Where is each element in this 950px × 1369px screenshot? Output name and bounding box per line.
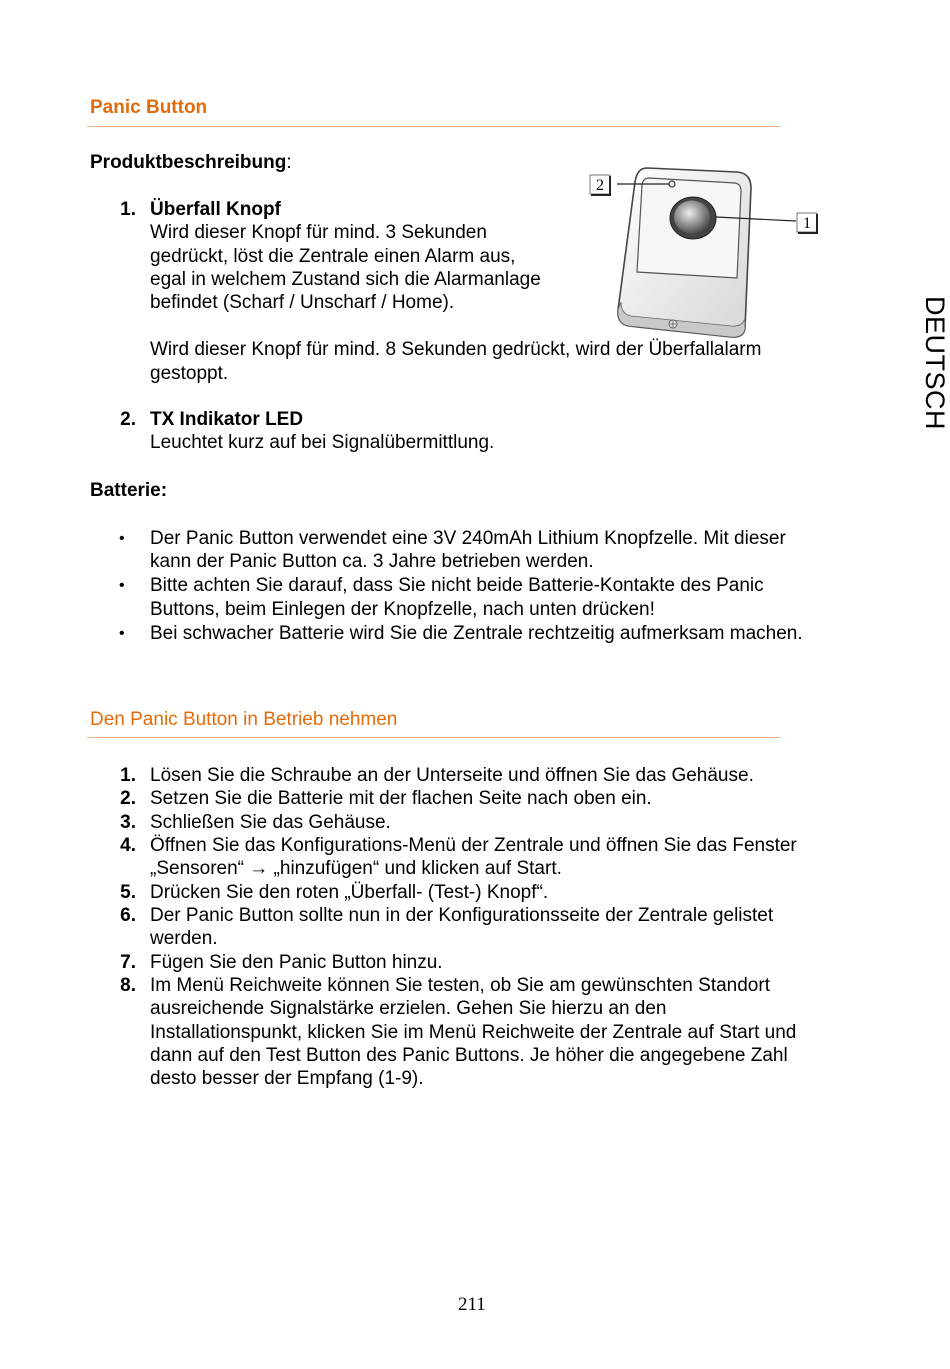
product-description-heading-text: Produktbeschreibung bbox=[90, 152, 287, 173]
item-1-title: Überfall Knopf bbox=[150, 199, 281, 220]
item-1-number: 1. bbox=[120, 199, 136, 220]
item-1-line-2: gedrückt, löst die Zentrale einen Alarm aus, bbox=[150, 246, 516, 267]
step-3-line-1: Schließen Sie das Gehäuse. bbox=[150, 812, 391, 833]
page-number: 211 bbox=[458, 1294, 486, 1315]
step-6-line-2: werden. bbox=[150, 928, 218, 949]
item-2-title: TX Indikator LED bbox=[150, 409, 304, 430]
item-1-line-3: egal in welchem Zustand sich die Alarmanlage bbox=[150, 269, 541, 290]
step-5-number: 5. bbox=[120, 882, 136, 903]
product-description-heading bbox=[90, 151, 292, 174]
battery-bullet-3-marker: • bbox=[119, 625, 125, 642]
step-2-line-1: Setzen Sie die Batterie mit der flachen Seite nach oben ein. bbox=[150, 788, 652, 809]
product-description-heading-colon: : bbox=[286, 152, 292, 173]
battery-bullet-2-line-1: Bitte achten Sie darauf, dass Sie nicht beide Batterie-Kontakte des Panic bbox=[150, 575, 764, 596]
step-8-line-2: ausreichende Signalstärke erzielen. Gehen Sie hierzu an den bbox=[150, 998, 667, 1019]
setup-divider bbox=[87, 737, 780, 738]
step-4-line-1: Öffnen Sie das Konfigurations-Menü der Zentrale und öffnen Sie das Fenster bbox=[150, 835, 797, 856]
step-4-number: 4. bbox=[120, 835, 136, 856]
step-2-number: 2. bbox=[120, 788, 136, 809]
item-1-extra-line-1: Wird dieser Knopf für mind. 8 Sekunden gedrückt, wird der Überfallalarm bbox=[150, 339, 762, 360]
step-8-line-4: dann auf den Test Button des Panic Buttons. Je höher die angegebene Zahl bbox=[150, 1045, 788, 1066]
step-4-line-2: „Sensoren“ → „hinzufügen“ und klicken auf Start. bbox=[150, 858, 562, 879]
step-1-number: 1. bbox=[120, 765, 136, 786]
panic-button-illustration bbox=[585, 160, 830, 340]
item-1-line-1: Wird dieser Knopf für mind. 3 Sekunden bbox=[150, 222, 487, 243]
step-7-number: 7. bbox=[120, 952, 136, 973]
item-1-extra-line-2: gestoppt. bbox=[150, 363, 229, 384]
step-8-line-3: Installationspunkt, klicken Sie im Menü Reichweite der Zentrale auf Start und bbox=[150, 1022, 797, 1043]
step-8-line-1: Im Menü Reichweite können Sie testen, ob Sie am gewünschten Standort bbox=[150, 975, 770, 996]
page-title: Panic Button bbox=[90, 97, 208, 118]
battery-bullet-1-marker: • bbox=[119, 530, 125, 547]
step-1-line-1: Lösen Sie die Schraube an der Unterseite und öffnen Sie das Gehäuse. bbox=[150, 765, 754, 786]
title-divider bbox=[87, 126, 780, 127]
step-8-number: 8. bbox=[120, 975, 136, 996]
step-8-line-5: desto besser der Empfang (1-9). bbox=[150, 1068, 424, 1089]
item-2-line-1: Leuchtet kurz auf bei Signalübermittlung. bbox=[150, 432, 495, 453]
label-led-number: 2 bbox=[596, 177, 604, 194]
step-7-line-1: Fügen Sie den Panic Button hinzu. bbox=[150, 952, 443, 973]
battery-bullet-2-line-2: Buttons, beim Einlegen der Knopfzelle, nach unten drücken! bbox=[150, 599, 655, 620]
led-indicator-icon bbox=[669, 181, 675, 187]
item-1-line-4: befindet (Scharf / Unscharf / Home). bbox=[150, 292, 455, 313]
step-3-number: 3. bbox=[120, 812, 136, 833]
battery-bullet-1-line-1: Der Panic Button verwendet eine 3V 240mAh Lithium Knopfzelle. Mit dieser bbox=[150, 528, 786, 549]
setup-heading: Den Panic Button in Betrieb nehmen bbox=[90, 709, 398, 730]
step-6-number: 6. bbox=[120, 905, 136, 926]
battery-bullet-2-marker: • bbox=[119, 577, 125, 594]
battery-heading: Batterie: bbox=[90, 480, 168, 501]
label-button-number: 1 bbox=[803, 215, 811, 232]
battery-bullet-1-line-2: kann der Panic Button ca. 3 Jahre betrieben werden. bbox=[150, 551, 594, 572]
item-2-number: 2. bbox=[120, 409, 136, 430]
side-language-label: DEUTSCH bbox=[920, 296, 950, 431]
battery-bullet-3-line-1: Bei schwacher Batterie wird Sie die Zentrale rechtzeitig aufmerksam machen. bbox=[150, 623, 803, 644]
step-6-line-1: Der Panic Button sollte nun in der Konfigurationsseite der Zentrale gelistet bbox=[150, 905, 774, 926]
step-5-line-1: Drücken Sie den roten „Überfall- (Test-) Knopf“. bbox=[150, 882, 549, 903]
